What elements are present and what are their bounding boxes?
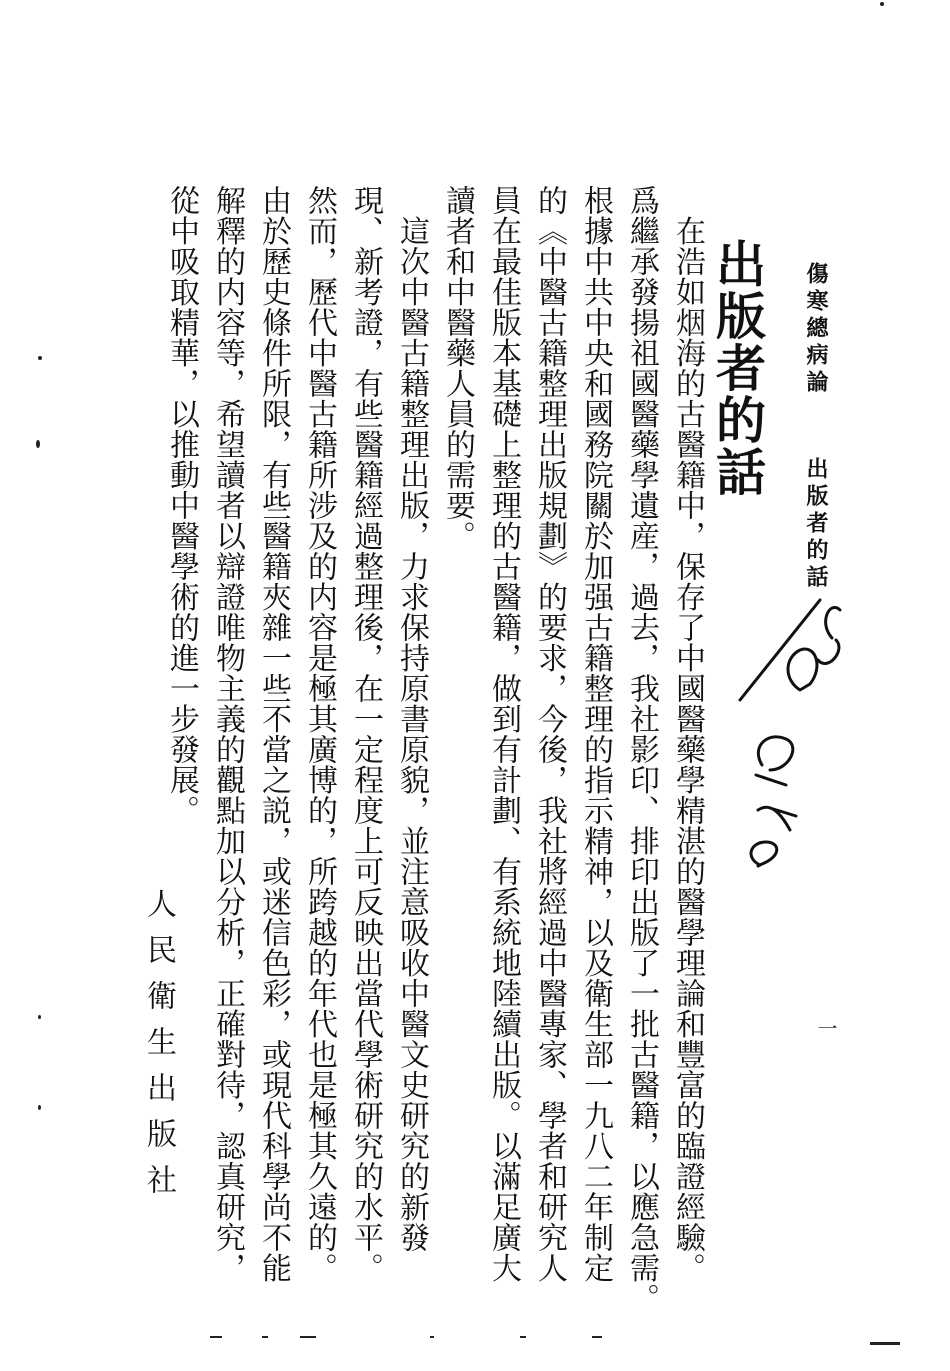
scan-speck — [592, 1336, 602, 1338]
body-text — [158, 185, 710, 1314]
text-column: 現、新考證，有些醫籍經過整理後，在一定程度上可反映出當代學術研究的水平。 — [348, 185, 383, 1283]
text-column: 讀者和中醫藥人員的需要。 — [440, 185, 475, 551]
text-column: 根據中共中央和國務院關於加强古籍整理的指示精神，以及衛生部一九八二年制定 — [578, 185, 613, 1283]
scan-speck — [38, 1015, 41, 1019]
text-column: 爲繼承發揚祖國醫藥學遺産，過去，我社影印、排印出版了一批古醫籍，以應急需。 — [624, 185, 659, 1314]
text-column: 然而，歷代中醫古籍所涉及的内容是極其廣博的，所跨越的年代也是極其久遠的。 — [302, 185, 337, 1283]
scan-speck — [38, 356, 42, 360]
scan-speck — [880, 2, 884, 6]
scan-speck — [520, 1336, 526, 1338]
running-head-section-title: 出版者的話 — [803, 457, 828, 592]
scan-speck — [38, 1105, 41, 1110]
text-column: 由於歷史條件所限，有些醫籍夾雜一些不當之説，或迷信色彩，或現代科學尚不能 — [256, 185, 291, 1283]
scan-speck — [36, 440, 40, 448]
running-head — [800, 262, 831, 592]
text-column: 從中吸取精華，以推動中醫學術的進一步發展。 — [164, 185, 199, 826]
text-column: 這次中醫古籍整理出版，力求保持原書原貌，並注意吸收中醫文史研究的新發 — [394, 185, 429, 1253]
scan-speck — [870, 1342, 900, 1345]
scan-speck — [300, 1336, 316, 1338]
scan-speck — [262, 1336, 268, 1338]
running-head-book-title: 傷寒總病論 — [803, 262, 828, 397]
scan-speck — [430, 1336, 434, 1338]
text-column: 員在最佳版本基礎上整理的古醫籍，做到有計劃、有系統地陸續出版。以滿足廣大 — [486, 185, 521, 1283]
text-column: 解釋的内容等，希望讀者以辯證唯物主義的觀點加以分析，正確對待，認真研究， — [210, 185, 245, 1283]
scan-speck — [210, 1336, 222, 1338]
page-number: 一 — [814, 1018, 838, 1038]
handwritten-note — [700, 580, 850, 870]
page-title: 出版者的話 — [708, 238, 767, 498]
text-column: 在浩如烟海的古醫籍中，保存了中國醫藥學精湛的醫學理論和豐富的臨證經驗。 — [670, 185, 705, 1283]
text-column: 的《中醫古籍整理出版規劃》的要求，今後，我社將經過中醫專家、學者和研究人 — [532, 185, 567, 1283]
publisher-signature: 人民衛生出版社 — [141, 888, 176, 1210]
